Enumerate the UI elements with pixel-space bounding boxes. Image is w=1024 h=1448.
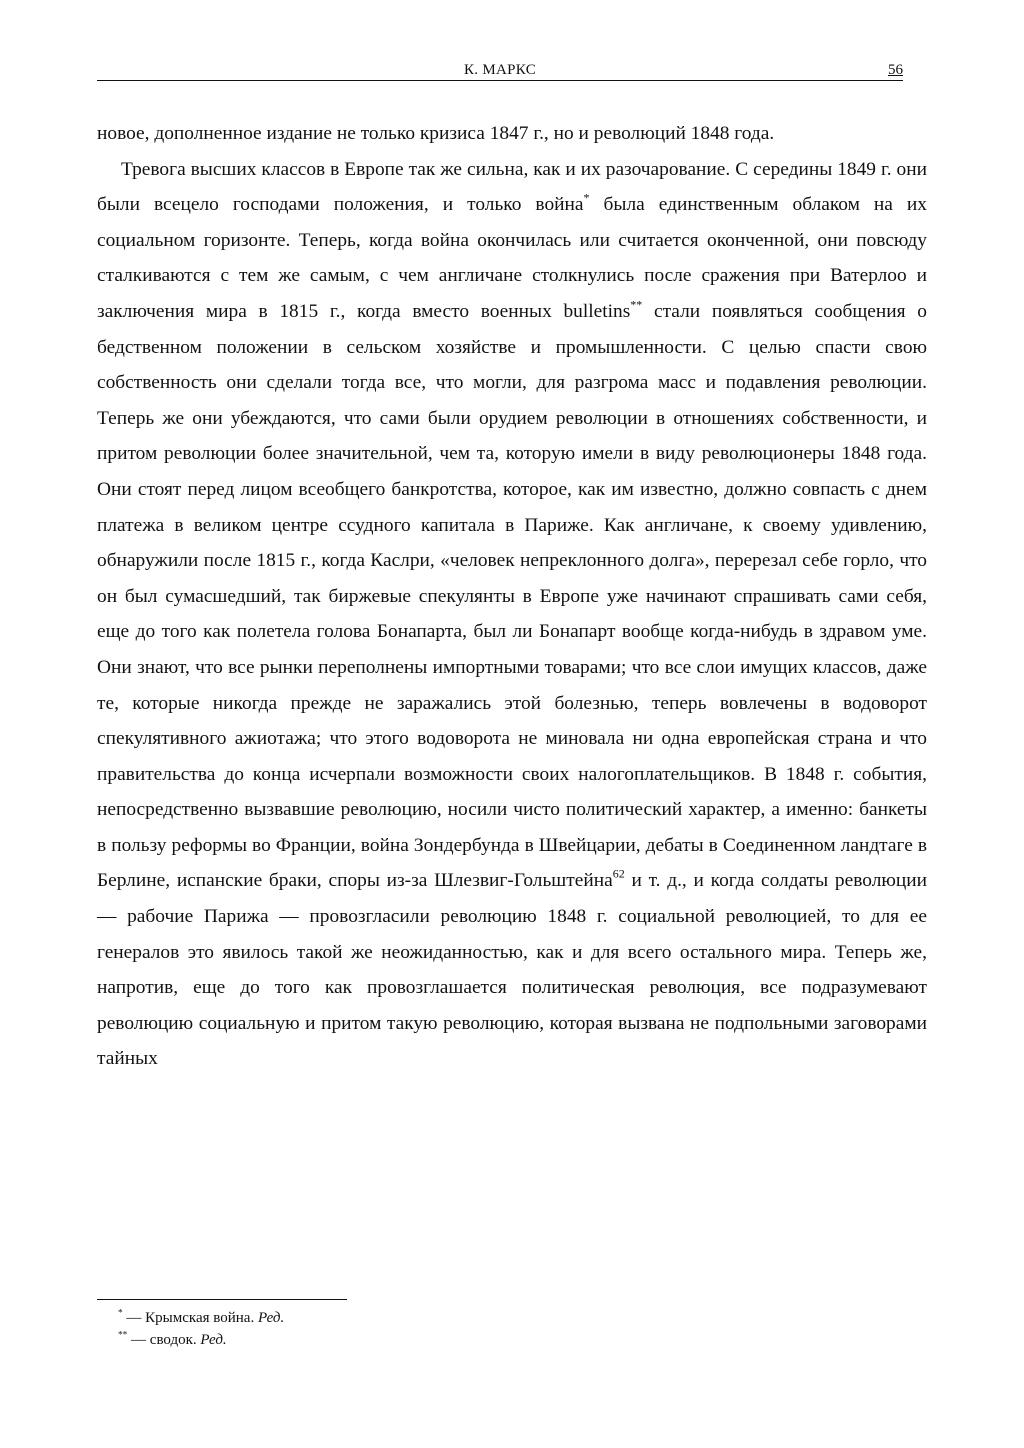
footnotes (118, 1307, 284, 1351)
running-header-author: К. МАРКС (463, 62, 537, 78)
footnote-2-text: — сводок. (127, 1332, 201, 1348)
paragraph-2-part-d: и т. д., и когда солдаты революции — рабочие Парижа — провозгласили революцию 1848 г. социальной революцией, то для ее генералов это явилось такой же неожиданностью, как и для всего остального мира. Теперь же, напротив, еще до того как провозглашается политическая революция, все подразумевают революцию социальную и притом такую революцию, которая вызвана не подпольными заговорами тайных (97, 870, 927, 1070)
page-number: 56 (888, 62, 903, 78)
footnote-separator (97, 1299, 347, 1300)
footnote-ref-1: * (583, 190, 590, 205)
footnote-ref-2: ** (630, 297, 643, 312)
footnote-2 (118, 1329, 284, 1351)
footnote-1-editor: Ред. (257, 1310, 285, 1326)
main-text (97, 116, 927, 1077)
footnote-2-editor: Ред. (200, 1332, 227, 1348)
paragraph-2-part-c: стали появляться сообщения о бедственном положении в сельском хозяйстве и промышленности. С целью спасти свою собственность они сделали тогда все, что могли, для разгрома масс и подавления революции. Теперь же они убеждаются, что сами были орудием революции в отношениях собственности, и притом революции более значительной, чем та, которую имели в виду революционеры 1848 года. Они стоят перед лицом всеобщего банкротства, которое, как им известно, должно совпасть с днем платежа в великом центре ссудного капитала в Париже. Как англичане, к своему удивлению, обнаружили после 1815 г., когда Каслри, «человек непреклонного долга», перерезал себе горло, что он был сумасшедший, так биржевые спекулянты в Европе уже начинают спрашивать сами себя, еще до того как полетела голова Бонапарта, был ли Бонапарт вообще когда-нибудь в здравом уме. Они знают, что все рынки переполнены импортными товарами; что все слои имущих классов, даже те, которые никогда прежде не заражались этой болезнью, теперь вовлечены в водоворот спекулятивного ажиотажа; что этого водоворота не миновала ни одна европейская страна и что правительства до конца исчерпали возможности своих налогоплательщиков. В 1848 г. события, непосредственно вызвавшие революцию, носили чисто политический характер, а именно: банкеты в пользу реформы во Франции, война Зондербунда в Швейцарии, дебаты в Соединенном ландтаге в Берлине, испанские браки, споры из-за Шлезвиг-Гольштейна (97, 300, 927, 892)
paragraph-2-part-a: Тревога высших классов в Европе так же сильна, как и их разочарование. С середины 1849 г. они были всецело господами положения, и только война (97, 158, 927, 216)
paragraph-1: новое, дополненное издание не только кризиса 1847 г., но и революций 1848 года. (97, 123, 775, 144)
endnote-ref-62: 62 (612, 867, 625, 882)
footnote-1-text: — Крымская война. (122, 1310, 258, 1326)
running-header (97, 60, 903, 81)
paragraph-2 (97, 152, 927, 1077)
footnote-1 (118, 1307, 284, 1329)
footnote-2-mark: ** (118, 1330, 128, 1341)
footnote-1-mark: * (118, 1308, 123, 1319)
paragraph-2-part-b: была единственным облаком на их социальном горизонте. Теперь, когда война окончилась или считается оконченной, они повсюду сталкиваются с тем же самым, с чем англичане столкнулись после сражения при Ватерлоо и заключения мира в 1815 г., когда вместо военных bulletins (97, 194, 927, 322)
